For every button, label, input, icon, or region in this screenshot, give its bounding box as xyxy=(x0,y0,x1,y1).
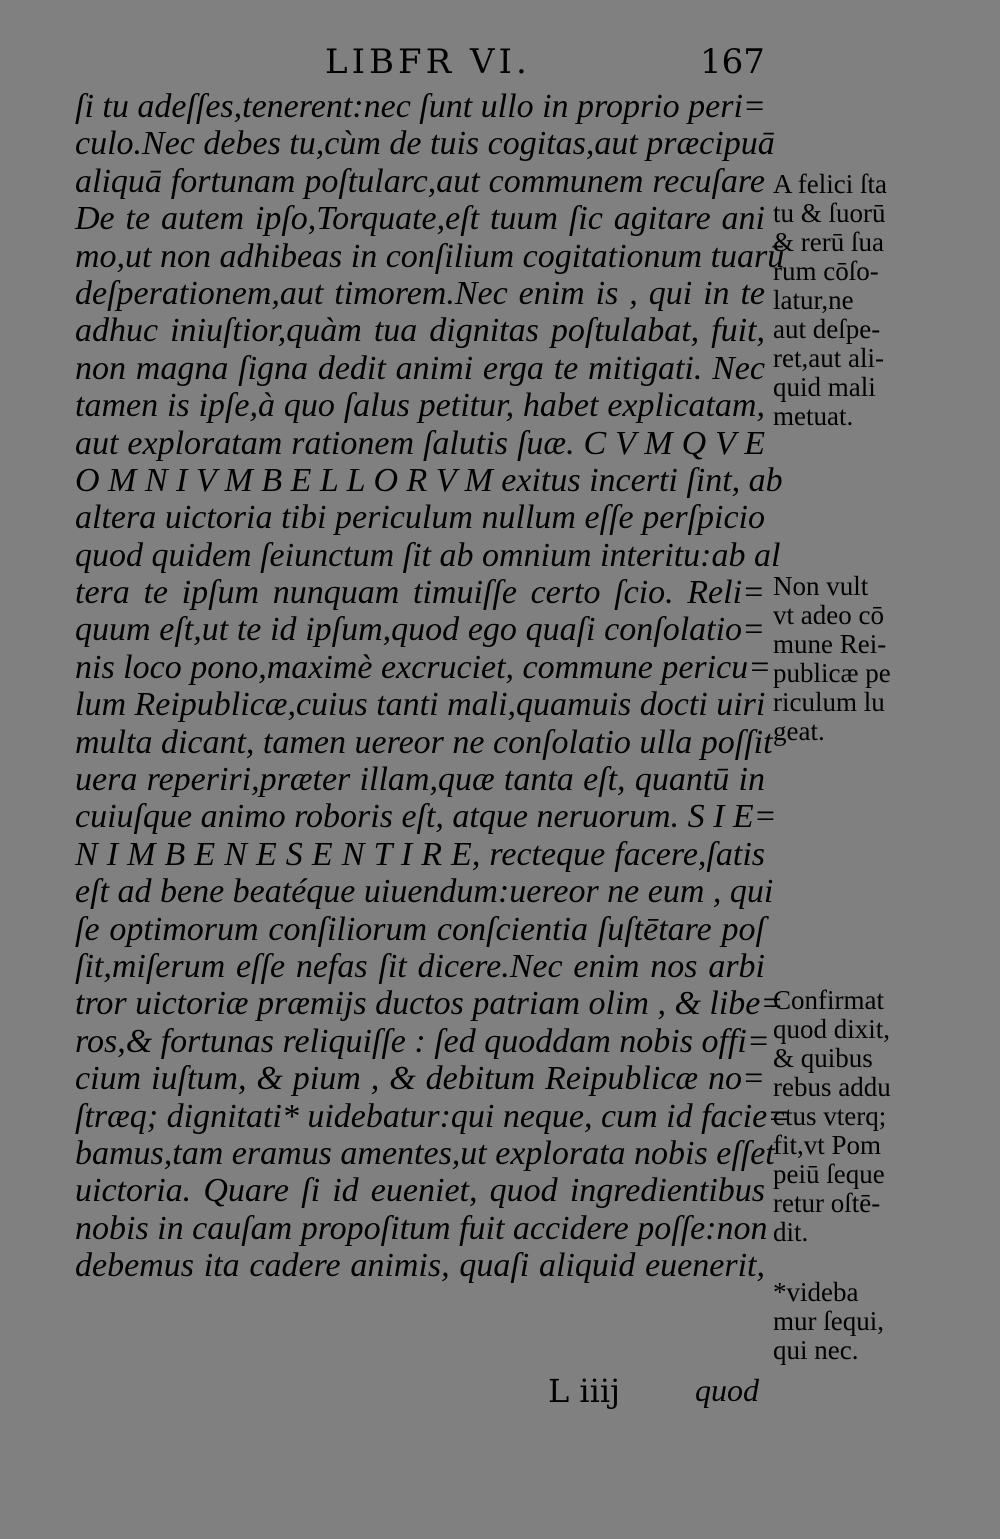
margin-note-line: ret,aut ali- xyxy=(773,343,884,373)
margin-note-line: riculum lu xyxy=(773,687,885,717)
margin-note-line: & rerū ſua xyxy=(773,227,884,257)
margin-note-line: aut deſpe- xyxy=(773,314,881,344)
margin-note-2 xyxy=(773,572,988,746)
text-line: O M N I V M B E L L O R V M exitus incerti ſint, ab xyxy=(75,461,783,499)
margin-note-3 xyxy=(773,986,988,1247)
text-line: De te autem ipſo,Torquate,eſt tuum ſic agitare ani xyxy=(75,200,765,238)
text-line: cium iuſtum, & pium , & debitum Reipublicæ no= xyxy=(75,1060,765,1098)
text-line: tera te ipſum nunquam timuiſſe certo ſcio. Reli= xyxy=(75,574,765,612)
text-line: culo.Nec debes tu,cùm de tuis cogitas,aut præcipuā xyxy=(75,125,775,163)
text-line: N I M B E N E S E N T I R E, recteque facere,ſatis xyxy=(75,835,765,873)
main-text-column xyxy=(75,88,791,1285)
page-header xyxy=(0,42,1000,82)
text-line: lum Reipublicæ,cuius tanti mali,quamuis docti uiri xyxy=(75,686,766,724)
text-line: ſtræq; dignitati* uidebatur:qui neque, cum id facie= xyxy=(75,1097,791,1135)
text-line: ſit,miſerum eſſe nefas ſit dicere.Nec enim nos arbi xyxy=(75,947,765,985)
text-line: ſi tu adeſſes,tenerent:nec ſunt ullo in proprio peri= xyxy=(75,88,766,125)
margin-note-line: qui nec. xyxy=(773,1335,859,1365)
margin-note-line: *videba xyxy=(773,1277,859,1307)
margin-note-line: Confirmat xyxy=(773,985,884,1015)
text-line: tror uictoriæ præmijs ductos patriam olim , & libe= xyxy=(75,985,784,1023)
text-line: quum eſt,ut te id ipſum,quod ego quaſi conſolatio= xyxy=(75,611,765,649)
margin-note-line: rebus addu xyxy=(773,1072,891,1102)
page-footer xyxy=(0,1372,1000,1412)
text-line: tamen is ipſe,à quo ſalus petitur, habet explicatam, xyxy=(75,387,765,425)
catchword: quod xyxy=(695,1372,759,1408)
margin-note-line: mur ſequi, xyxy=(773,1306,884,1336)
text-line: non magna ſigna dedit animi erga te mitigati. Nec xyxy=(75,349,765,387)
margin-note-line: fit,vt Pom xyxy=(773,1130,882,1160)
text-line: quod quidem ſeiunctum ſit ab omnium interitu:ab al xyxy=(75,536,781,574)
text-line: ſe optimorum conſiliorum conſcientia ſuſtētare poſ xyxy=(75,910,765,948)
margin-note-line: latur,ne xyxy=(773,285,854,315)
text-line: aliquā fortunam poſtularc,aut communem recuſare xyxy=(75,162,765,200)
margin-note-line: ctus vterq; xyxy=(773,1101,887,1131)
text-line: aut exploratam rationem ſalutis ſuæ. C V M Q V E xyxy=(75,424,765,462)
margin-note-line: Non vult xyxy=(773,571,869,601)
margin-note-line: vt adeo cō xyxy=(773,600,884,630)
margin-note-line: publicæ pe xyxy=(773,658,891,688)
signature-mark: L iiij xyxy=(548,1372,621,1410)
text-line: debemus ita cadere animis, quaſi aliquid euenerit, xyxy=(75,1247,765,1285)
text-line: nis loco pono,maximè excruciet, commune pericu= xyxy=(75,648,772,686)
text-line: deſperationem,aut timorem.Nec enim is , qui in te xyxy=(75,274,765,312)
margin-note-line: mune Rei- xyxy=(773,629,887,659)
margin-note-line: quod dixit, xyxy=(773,1014,891,1044)
text-line: bamus,tam eramus amentes,ut explorata nobis eſſet xyxy=(75,1134,775,1172)
text-line: adhuc iniuſtior,quàm tua dignitas poſtulabat, fuit, xyxy=(75,312,765,350)
text-line: uera reperiri,præter illam,quæ tanta eſt, quantū in xyxy=(75,761,765,799)
margin-note-line: retur oſtē- xyxy=(773,1188,881,1218)
text-line: mo,ut non adhibeas in conſilium cogitationum tuarū xyxy=(75,237,785,275)
text-line: altera uictoria tibi periculum nullum eſſe perſpicio xyxy=(75,499,765,537)
text-line: ros,& fortunas reliquiſſe : ſed quoddam nobis offi= xyxy=(75,1022,770,1060)
margin-note-line: tu & ſuorū xyxy=(773,198,886,228)
margin-note-line: peiū ſeque xyxy=(773,1159,885,1189)
margin-note-line: rum cōſo- xyxy=(773,256,879,286)
margin-note-1 xyxy=(773,170,988,431)
margin-note-line: A felici ſta xyxy=(773,169,887,199)
page-number: 167 xyxy=(700,42,765,82)
running-title: LIBFR VI. xyxy=(325,42,531,82)
text-line: multa dicant, tamen uereor ne conſolatio ulla poſſit xyxy=(75,723,773,761)
text-line: eſt ad bene beatéque uiuendum:uereor ne eum , qui xyxy=(75,873,774,911)
margin-note-line: geat. xyxy=(773,716,825,746)
margin-note-line: & quibus xyxy=(773,1043,873,1073)
margin-note-line: metuat. xyxy=(773,401,854,431)
text-line: cuiuſque animo roboris eſt, atque neruorum. S I E= xyxy=(75,798,777,836)
text-line: nobis in cauſam propoſitum fuit accidere poſſe:non xyxy=(75,1209,768,1247)
margin-note-line: dit. xyxy=(773,1217,809,1247)
text-line: uictoria. Quare ſi id eueniet, quod ingredientibus xyxy=(75,1172,765,1210)
margin-note-4 xyxy=(773,1278,988,1365)
margin-note-line: quid mali xyxy=(773,372,876,402)
